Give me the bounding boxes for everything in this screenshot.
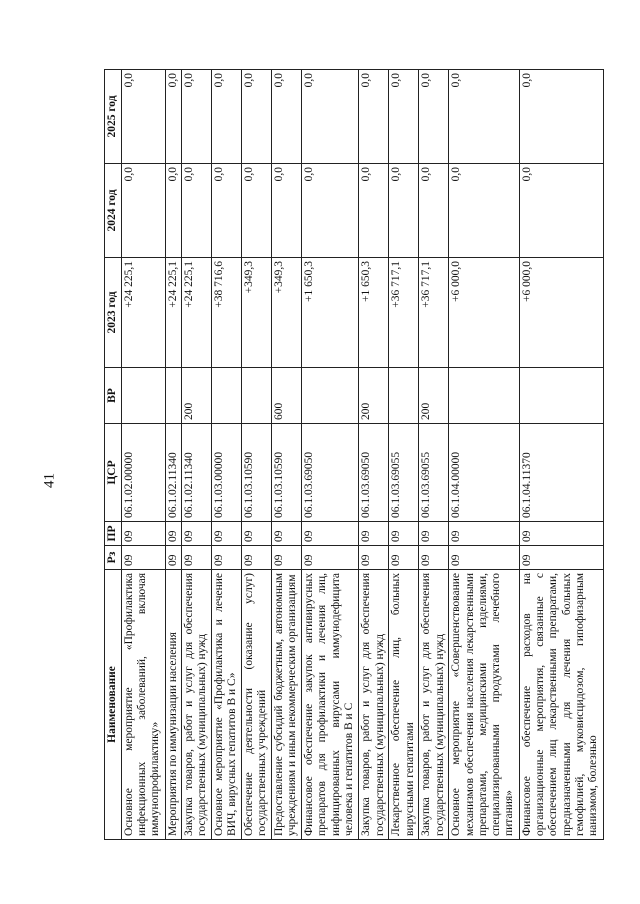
cell-2024: 0,0 <box>449 164 520 258</box>
cell-rz: 09 <box>165 546 182 570</box>
table-row <box>419 70 449 840</box>
cell-2024: 0,0 <box>302 164 359 258</box>
cell-vr <box>302 368 359 424</box>
budget-table <box>104 69 604 840</box>
cell-name: Финансовое обеспечение закупок антивирусных препаратов для профилактики и лечения лиц, инфицированных вирусами иммунодефицита человека и гепатитов В и С <box>302 570 359 840</box>
cell-pr: 09 <box>212 522 242 546</box>
cell-pr: 09 <box>242 522 272 546</box>
rotated-table-container <box>104 70 604 840</box>
cell-2025: 0,0 <box>449 70 520 164</box>
cell-2025: 0,0 <box>419 70 449 164</box>
table-row <box>389 70 419 840</box>
cell-name: Основное мероприятие «Совершенствование механизмов обеспечения населения лекарственными препаратами, медицинскими изделиями, специализированными продуктами лечебного питания» <box>449 570 520 840</box>
cell-csr: 06.1.03.69055 <box>389 424 419 522</box>
cell-csr: 06.1.04.00000 <box>449 424 520 522</box>
header-name: Наименование <box>105 570 122 840</box>
cell-pr: 09 <box>272 522 302 546</box>
cell-2024: 0,0 <box>122 164 166 258</box>
cell-vr <box>389 368 419 424</box>
table-row <box>242 70 272 840</box>
table-row <box>182 70 212 840</box>
cell-2024: 0,0 <box>182 164 212 258</box>
cell-vr <box>122 368 166 424</box>
cell-rz: 09 <box>449 546 520 570</box>
cell-vr <box>242 368 272 424</box>
cell-pr: 09 <box>359 522 389 546</box>
cell-2023: +38 716,6 <box>212 258 242 368</box>
cell-pr: 09 <box>302 522 359 546</box>
cell-2023: +349,3 <box>242 258 272 368</box>
cell-2025: 0,0 <box>165 70 182 164</box>
cell-2025: 0,0 <box>182 70 212 164</box>
cell-rz: 09 <box>519 546 603 570</box>
cell-2024: 0,0 <box>242 164 272 258</box>
cell-2023: +1 650,3 <box>359 258 389 368</box>
table-row <box>272 70 302 840</box>
table-row <box>302 70 359 840</box>
header-2024: 2024 год <box>105 164 122 258</box>
cell-2023: +6 000,0 <box>449 258 520 368</box>
cell-rz: 09 <box>182 546 212 570</box>
cell-csr: 06.1.03.69050 <box>359 424 389 522</box>
cell-vr <box>165 368 182 424</box>
table-row <box>519 70 603 840</box>
page-number: 41 <box>41 473 58 488</box>
cell-2025: 0,0 <box>389 70 419 164</box>
cell-2023: +349,3 <box>272 258 302 368</box>
table-body <box>122 70 604 840</box>
cell-2023: +1 650,3 <box>302 258 359 368</box>
header-csr: ЦСР <box>105 424 122 522</box>
cell-name: Закупка товаров, работ и услуг для обеспечения государственных (муниципальных) нужд <box>419 570 449 840</box>
cell-2023: +36 717,1 <box>419 258 449 368</box>
cell-pr: 09 <box>519 522 603 546</box>
cell-2025: 0,0 <box>212 70 242 164</box>
cell-vr <box>449 368 520 424</box>
cell-pr: 09 <box>122 522 166 546</box>
cell-2024: 0,0 <box>519 164 603 258</box>
cell-2023: +36 717,1 <box>389 258 419 368</box>
table-row <box>449 70 520 840</box>
cell-2023: +24 225,1 <box>122 258 166 368</box>
cell-name: Мероприятия по иммунизации населения <box>165 570 182 840</box>
cell-2023: +24 225,1 <box>165 258 182 368</box>
table-header-row <box>105 70 122 840</box>
cell-2023: +24 225,1 <box>182 258 212 368</box>
cell-2024: 0,0 <box>389 164 419 258</box>
cell-rz: 09 <box>302 546 359 570</box>
cell-name: Обеспечение деятельности (оказание услуг) государственных учреждений <box>242 570 272 840</box>
cell-csr: 06.1.03.69050 <box>302 424 359 522</box>
cell-pr: 09 <box>182 522 212 546</box>
table-row <box>122 70 166 840</box>
cell-csr: 06.1.03.10590 <box>272 424 302 522</box>
cell-rz: 09 <box>242 546 272 570</box>
cell-2025: 0,0 <box>272 70 302 164</box>
cell-name: Закупка товаров, работ и услуг для обеспечения государственных (муниципальных) нужд <box>359 570 389 840</box>
header-pr: ПР <box>105 522 122 546</box>
cell-vr: 200 <box>419 368 449 424</box>
cell-2024: 0,0 <box>212 164 242 258</box>
cell-2025: 0,0 <box>519 70 603 164</box>
cell-pr: 09 <box>449 522 520 546</box>
cell-2023: +6 000,0 <box>519 258 603 368</box>
cell-2025: 0,0 <box>122 70 166 164</box>
cell-2024: 0,0 <box>419 164 449 258</box>
cell-vr <box>212 368 242 424</box>
cell-rz: 09 <box>359 546 389 570</box>
cell-2024: 0,0 <box>359 164 389 258</box>
cell-name: Лекарственное обеспечение лиц, больных вирусными гепатитами <box>389 570 419 840</box>
cell-pr: 09 <box>389 522 419 546</box>
cell-2024: 0,0 <box>272 164 302 258</box>
cell-csr: 06.1.03.69055 <box>419 424 449 522</box>
cell-rz: 09 <box>389 546 419 570</box>
cell-2025: 0,0 <box>242 70 272 164</box>
cell-2025: 0,0 <box>359 70 389 164</box>
cell-vr: 200 <box>182 368 212 424</box>
table-row <box>212 70 242 840</box>
cell-2025: 0,0 <box>302 70 359 164</box>
header-2023: 2023 год <box>105 258 122 368</box>
cell-csr: 06.1.02.00000 <box>122 424 166 522</box>
cell-vr: 200 <box>359 368 389 424</box>
cell-pr: 09 <box>419 522 449 546</box>
cell-csr: 06.1.02.11340 <box>182 424 212 522</box>
cell-rz: 09 <box>122 546 166 570</box>
cell-name: Закупка товаров, работ и услуг для обеспечения государственных (муниципальных) нужд <box>182 570 212 840</box>
cell-name: Основное мероприятие «Профилактика и лечение ВИЧ, вирусных гепатитов В и С» <box>212 570 242 840</box>
cell-rz: 09 <box>212 546 242 570</box>
header-rz: Рз <box>105 546 122 570</box>
cell-rz: 09 <box>419 546 449 570</box>
cell-name: Основное мероприятие «Профилактика инфекционных заболеваний, включая иммунопрофилактику» <box>122 570 166 840</box>
cell-2024: 0,0 <box>165 164 182 258</box>
header-2025: 2025 год <box>105 70 122 164</box>
table-row <box>359 70 389 840</box>
cell-csr: 06.1.03.10590 <box>242 424 272 522</box>
cell-name: Финансовое обеспечение расходов на организационные мероприятия, связанные с обеспечением лиц лекарственными препаратами, предназначенными для лечения больных гемофилией, муковисцидозом, гипофизарным нанизмом, болезнью <box>519 570 603 840</box>
cell-pr: 09 <box>165 522 182 546</box>
cell-vr: 600 <box>272 368 302 424</box>
cell-csr: 06.1.04.11370 <box>519 424 603 522</box>
cell-csr: 06.1.03.00000 <box>212 424 242 522</box>
table-row <box>165 70 182 840</box>
cell-vr <box>519 368 603 424</box>
header-vr: ВР <box>105 368 122 424</box>
cell-name: Предоставление субсидий бюджетным, автономным учреждениям и иным некоммерческим организациям <box>272 570 302 840</box>
cell-csr: 06.1.02.11340 <box>165 424 182 522</box>
cell-rz: 09 <box>272 546 302 570</box>
